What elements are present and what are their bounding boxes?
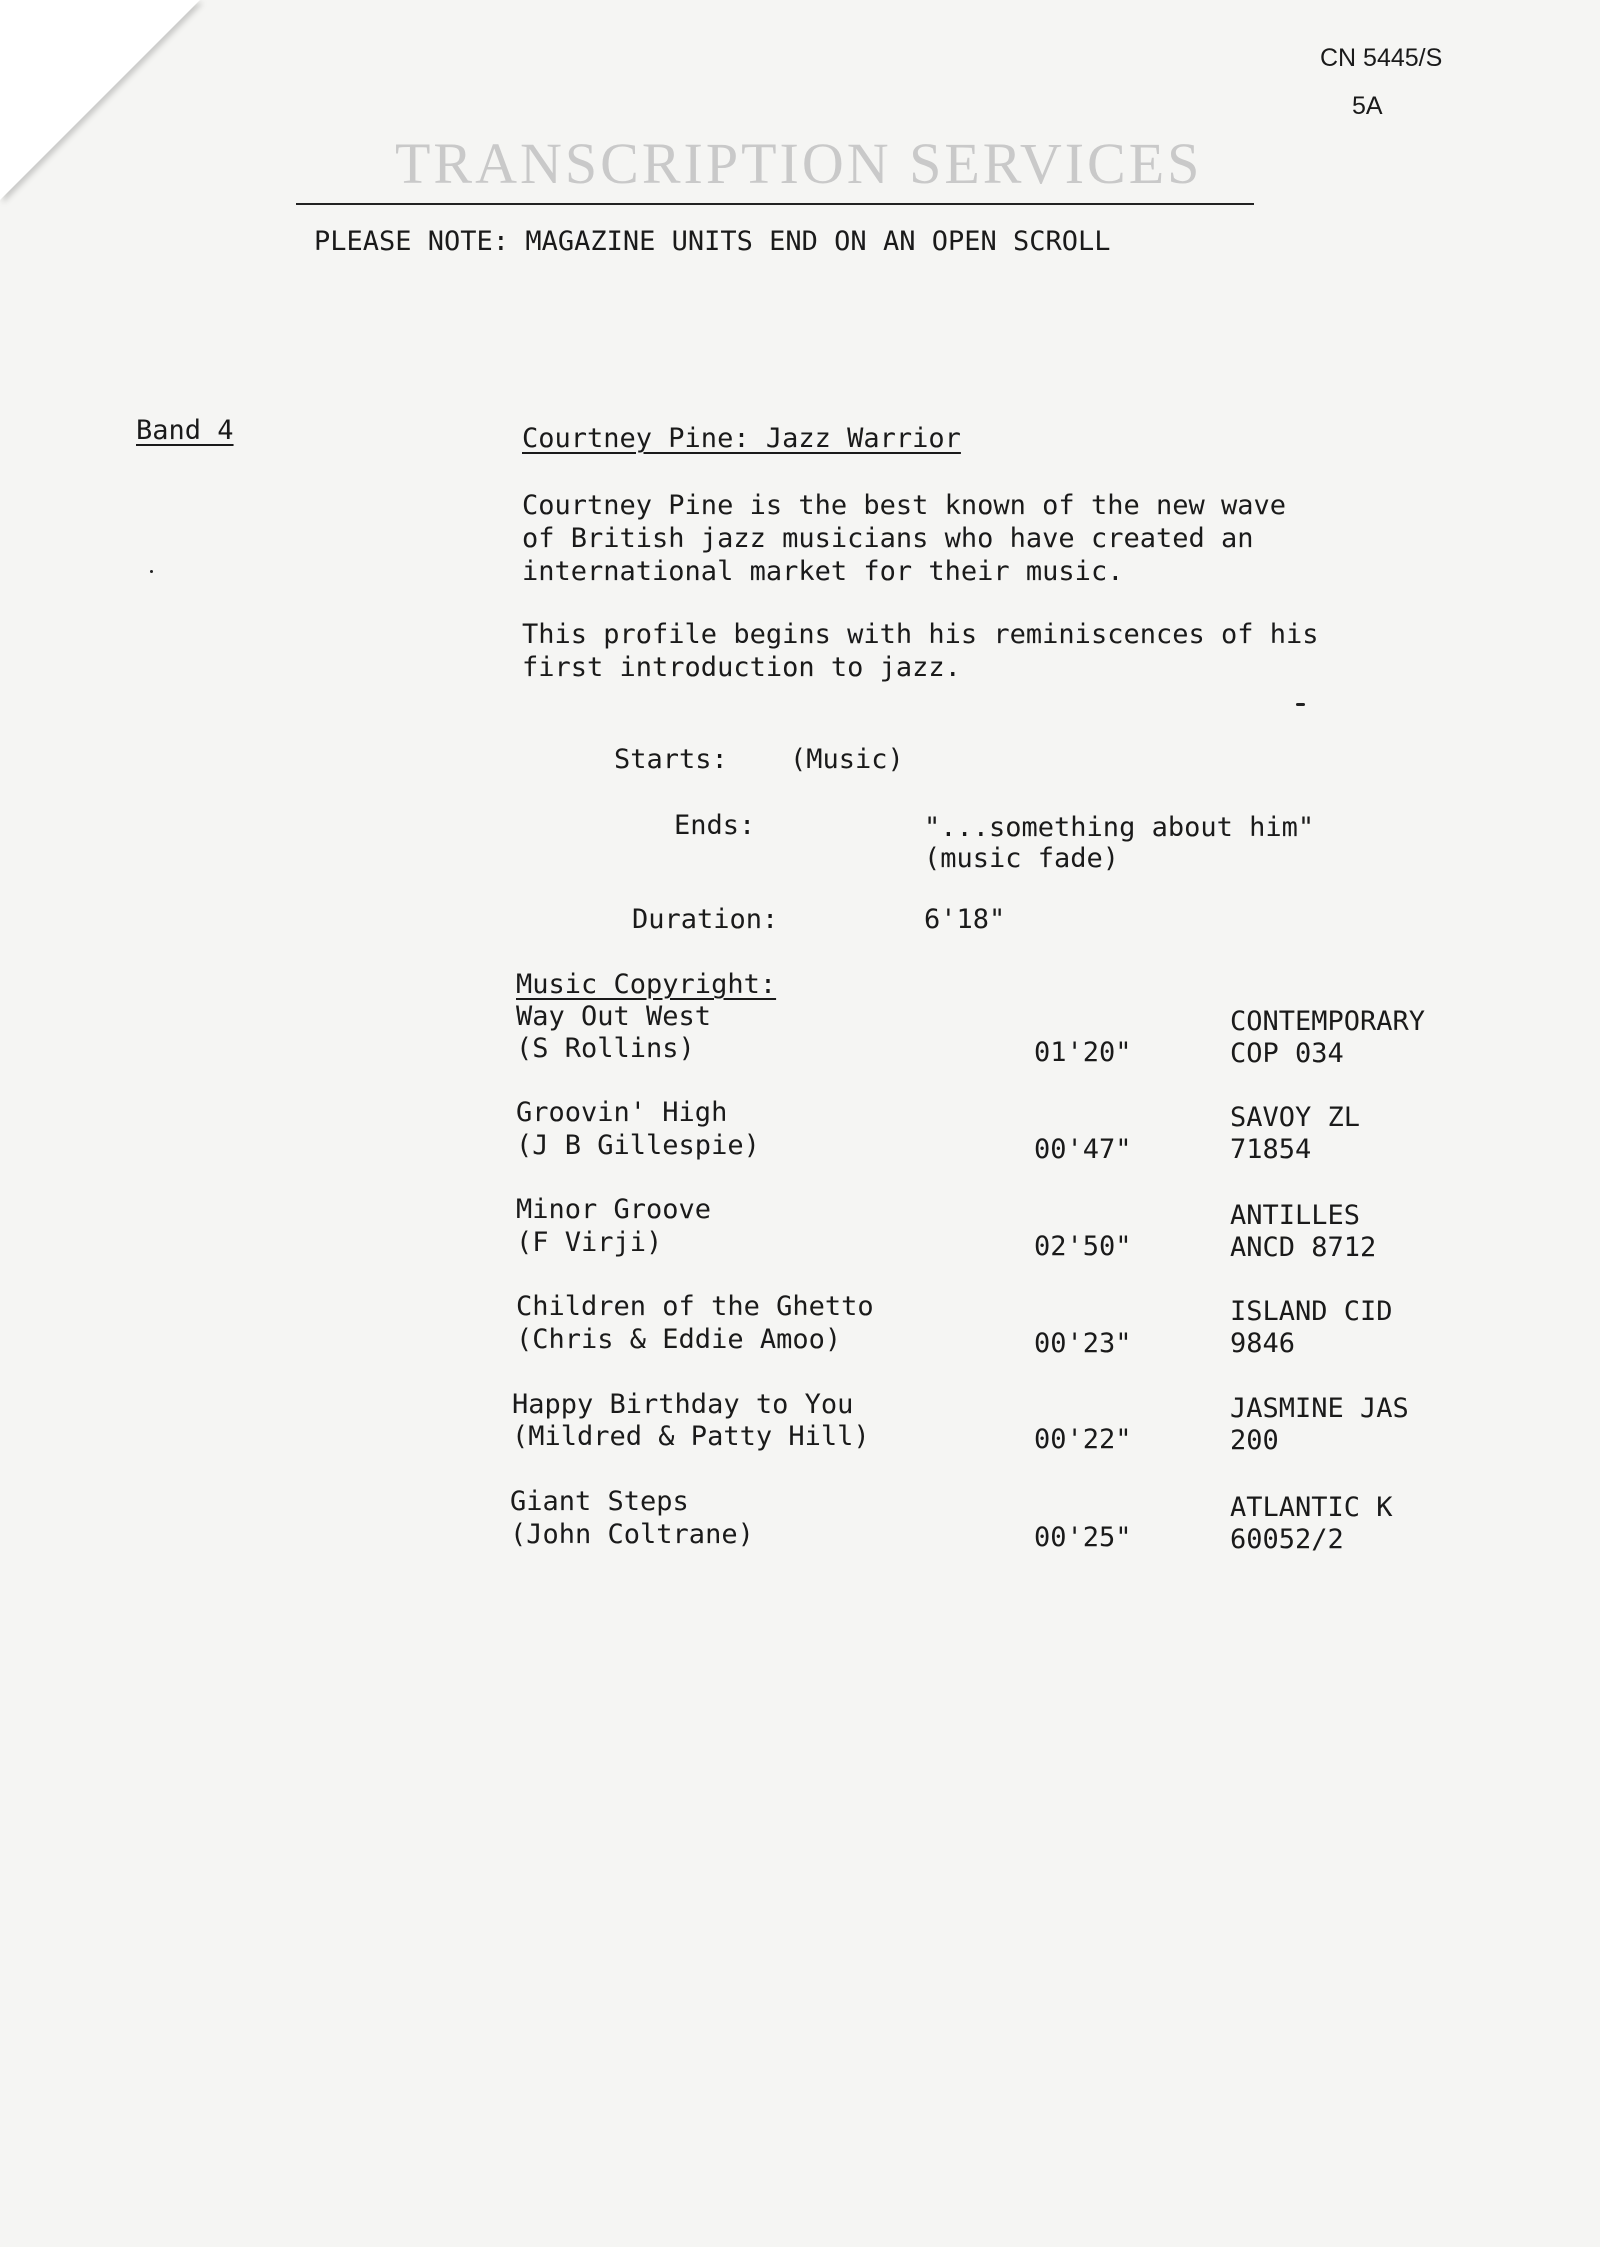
show-through-heading: TRANSCRIPTION SERVICES [395, 131, 1203, 196]
track-title: Groovin' High [516, 1097, 728, 1128]
track-catalog: COP 034 [1230, 1038, 1344, 1069]
ends-value: "...something about him" [924, 812, 1315, 843]
track-label: ATLANTIC K [1230, 1492, 1393, 1523]
intro-line: This profile begins with his reminiscences of his [522, 619, 1319, 650]
track-duration: 00'47" [1034, 1134, 1132, 1165]
track-catalog: 200 [1230, 1425, 1279, 1456]
ink-speck [150, 570, 153, 573]
track-composer: (Chris & Eddie Amoo) [516, 1324, 842, 1355]
track-title: Happy Birthday to You [512, 1389, 854, 1420]
ink-speck [1296, 703, 1305, 706]
track-label: ANTILLES [1230, 1200, 1361, 1231]
description-line: of British jazz musicians who have created an [522, 523, 1254, 554]
reference-code: CN 5445/S [1320, 44, 1443, 72]
track-duration: 00'22" [1034, 1424, 1132, 1455]
starts-value: (Music) [790, 744, 904, 775]
track-duration: 02'50" [1034, 1231, 1132, 1262]
track-label: CONTEMPORARY [1230, 1006, 1426, 1037]
ends-label: Ends: [674, 810, 756, 841]
intro-paragraph [522, 618, 1532, 684]
notice-top-rule [296, 203, 1254, 205]
track-composer: (S Rollins) [516, 1033, 695, 1064]
description-line: international market for their music. [522, 556, 1124, 587]
track-composer: (Mildred & Patty Hill) [512, 1421, 870, 1452]
page-code: 5A [1352, 92, 1383, 120]
track-duration: 00'25" [1034, 1522, 1132, 1553]
track-composer: (John Coltrane) [510, 1519, 754, 1550]
band-label: Band 4 [136, 415, 234, 446]
ends-note: (music fade) [924, 843, 1120, 874]
track-title: Way Out West [516, 1001, 712, 1032]
starts-label: Starts: [614, 744, 728, 775]
track-title: Giant Steps [510, 1486, 689, 1517]
duration-value: 6'18" [924, 904, 1006, 935]
copyright-heading: Music Copyright: [516, 969, 777, 1000]
track-catalog: 71854 [1230, 1134, 1312, 1165]
duration-label: Duration: [632, 904, 779, 935]
description-line: Courtney Pine is the best known of the new wave [522, 490, 1287, 521]
track-catalog: 9846 [1230, 1328, 1296, 1359]
track-label: ISLAND CID [1230, 1296, 1393, 1327]
track-catalog: 60052/2 [1230, 1524, 1344, 1555]
track-duration: 00'23" [1034, 1328, 1132, 1359]
notice-text: PLEASE NOTE: MAGAZINE UNITS END ON AN OPEN SCROLL [314, 226, 1111, 257]
track-label: SAVOY ZL [1230, 1102, 1361, 1133]
track-duration: 01'20" [1034, 1037, 1132, 1068]
item-title: Courtney Pine: Jazz Warrior [522, 423, 961, 454]
track-title: Minor Groove [516, 1194, 712, 1225]
intro-line: first introduction to jazz. [522, 652, 961, 683]
track-composer: (J B Gillespie) [516, 1130, 760, 1161]
track-catalog: ANCD 8712 [1230, 1232, 1377, 1263]
track-label: JASMINE JAS [1230, 1393, 1409, 1424]
description-paragraph [522, 489, 1532, 588]
track-composer: (F Virji) [516, 1227, 663, 1258]
folded-corner [0, 0, 200, 200]
track-title: Children of the Ghetto [516, 1291, 874, 1322]
